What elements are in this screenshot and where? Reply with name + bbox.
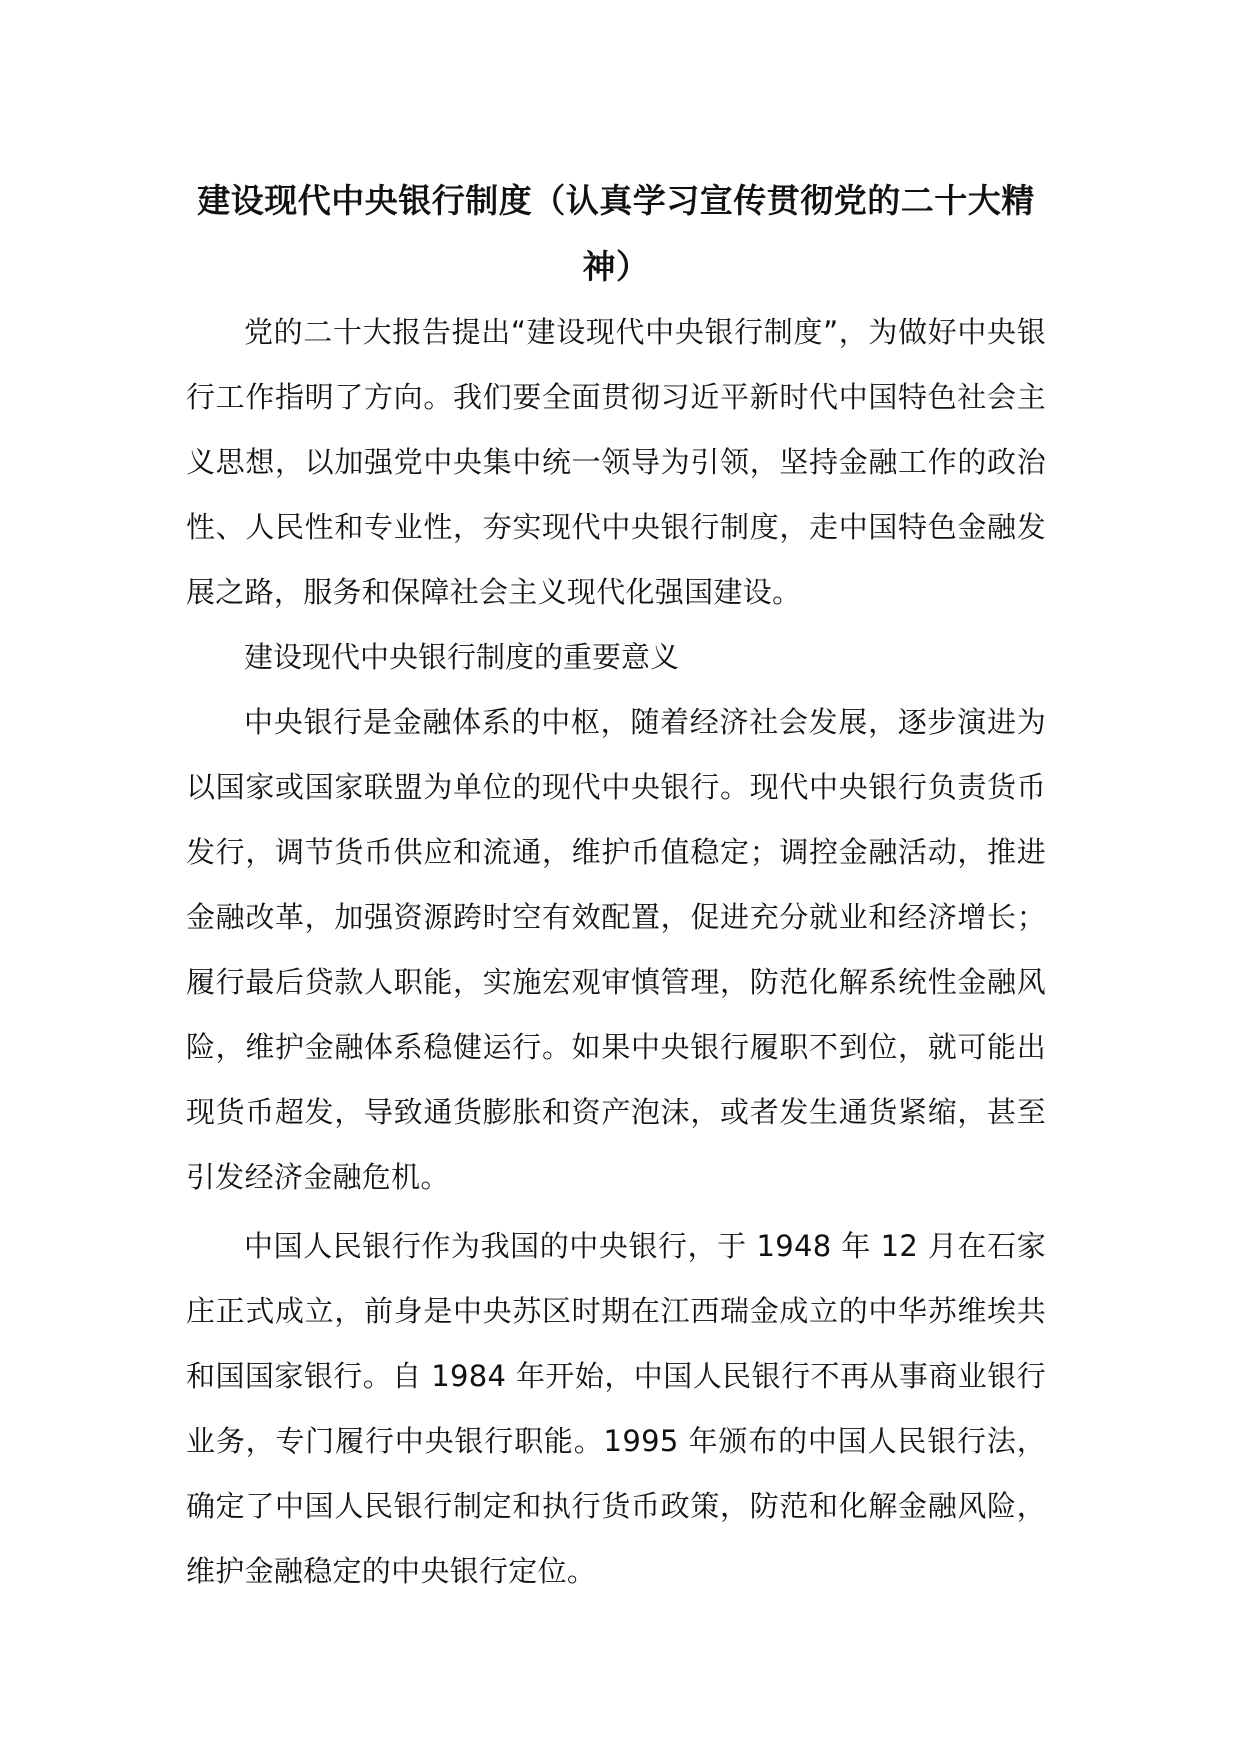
body-paragraph-pboc-history: 中国人民银行作为我国的中央银行，于 1948 年 12 月在石家庄正式成立，前身是中央苏区时期在江西瑞金成立的中华苏维埃共和国国家银行。自 1984 年开始，中国人民银行不再从事商业银行业务，专门履行中央银行职能。1995 年颁布的中国人民银行法，确定了中国人民银行制定和执行货币政策，防范和化解金融风险，维护金融稳定的中央银行定位。 — [186, 1229, 1046, 1588]
section-heading: 建设现代中央银行制度的重要意义 — [244, 640, 680, 674]
intro-paragraph: 党的二十大报告提出“建设现代中央银行制度”，为做好中央银行工作指明了方向。我们要全面贯彻习近平新时代中国特色社会主义思想，以加强党中央集中统一领导为引领，坚持金融工作的政治性、人民性和专业性，夯实现代中央银行制度，走中国特色金融发展之路，服务和保障社会主义现代化强国建设。 — [186, 315, 1046, 609]
document-title: 建设现代中央银行制度（认真学习宣传贯彻党的二十大精神） — [197, 181, 1035, 286]
body-paragraph-central-bank: 中央银行是金融体系的中枢，随着经济社会发展，逐步演进为以国家或国家联盟为单位的现代中央银行。现代中央银行负责货币发行，调节货币供应和流通，维护币值稳定；调控金融活动，推进金融改革，加强资源跨时空有效配置，促进充分就业和经济增长；履行最后贷款人职能，实施宏观审慎管理，防范化解系统性金融风险，维护金融体系稳健运行。如果中央银行履职不到位，就可能出现货币超发，导致通货膨胀和资产泡沫，或者发生通货紧缩，甚至引发经济金融危机。 — [186, 705, 1046, 1194]
document-page — [186, 168, 1046, 1604]
